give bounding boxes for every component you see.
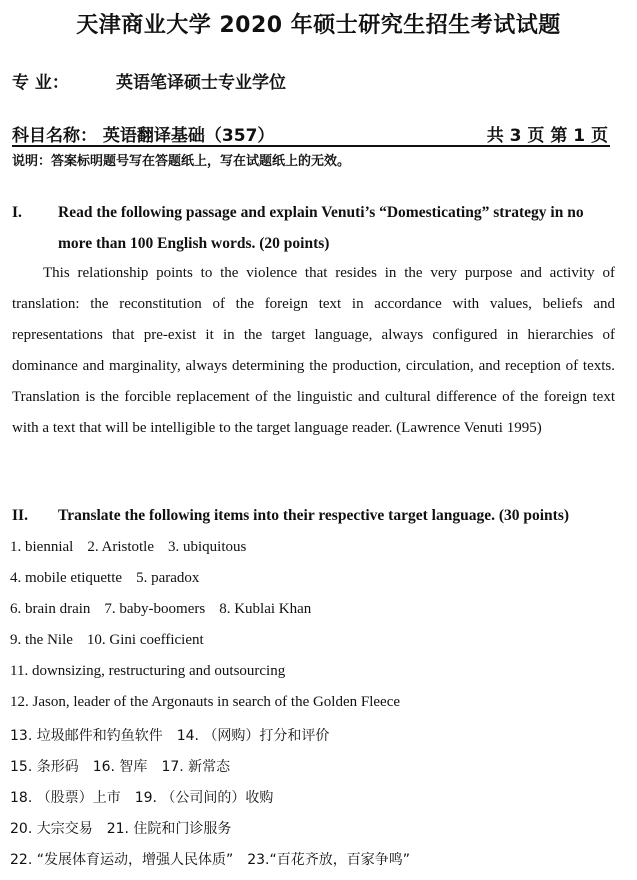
question-1-number: I. xyxy=(12,204,22,221)
subject-value: 英语翻译基础（357） xyxy=(102,126,275,146)
item-line xyxy=(10,632,424,663)
item-line xyxy=(10,725,424,756)
question-2-number: II. xyxy=(12,507,28,524)
item-line xyxy=(10,539,424,570)
translation-item: 5. paradox xyxy=(136,570,200,586)
item-line xyxy=(10,849,424,880)
item-line xyxy=(10,663,424,694)
translation-item: 6. brain drain xyxy=(10,601,91,617)
question-2-prompt: Translate the following items into their respective target language. (30 points) xyxy=(58,507,570,524)
item-line xyxy=(10,570,424,601)
translation-item: 19. （公司间的）收购 xyxy=(134,790,274,806)
question-1-heading xyxy=(12,197,617,259)
translation-item: 11. downsizing, restructuring and outsourcing xyxy=(10,663,286,679)
major-value: 英语笔译硕士专业学位 xyxy=(116,73,286,93)
translation-item: 15. 条形码 xyxy=(10,759,79,775)
question-2-items xyxy=(10,539,424,880)
translation-item: 18. （股票）上市 xyxy=(10,790,121,806)
item-line xyxy=(10,756,424,787)
translation-item: 9. the Nile xyxy=(10,632,73,648)
subject-label: 科目名称： xyxy=(12,126,97,146)
question-2-heading xyxy=(12,507,570,525)
item-line xyxy=(10,818,424,849)
translation-item: 1. biennial xyxy=(10,539,74,555)
item-line xyxy=(10,601,424,632)
subject-line xyxy=(12,121,610,147)
translation-item: 8. Kublai Khan xyxy=(219,601,312,617)
translation-item: 20. 大宗交易 xyxy=(10,821,93,837)
translation-item: 10. Gini coefficient xyxy=(86,632,204,648)
item-line xyxy=(10,787,424,818)
translation-item: 14. （网购）打分和评价 xyxy=(176,728,330,744)
translation-item: 12. Jason, leader of the Argonauts in search of the Golden Fleece xyxy=(10,694,401,710)
translation-item: 21. 住院和门诊服务 xyxy=(106,821,232,837)
translation-item: 17. 新常态 xyxy=(161,759,231,775)
item-line xyxy=(10,694,424,725)
translation-item: 22. “发展体育运动，增强人民体质” xyxy=(10,852,234,868)
translation-item: 23.“百花齐放，百家争鸣” xyxy=(247,852,411,868)
instruction-note: 说明：答案标明题号写在答题纸上，写在试题纸上的无效。 xyxy=(12,154,351,169)
translation-item: 4. mobile etiquette xyxy=(10,570,123,586)
major-line xyxy=(12,68,286,93)
translation-item: 16. 智库 xyxy=(92,759,148,775)
translation-item: 2. Aristotle xyxy=(87,539,154,555)
translation-item: 7. baby-boomers xyxy=(104,601,206,617)
translation-item: 3. ubiquitous xyxy=(168,539,247,555)
question-1-prompt: Read the following passage and explain Venuti’s “Domesticating” strategy in no more than 100 English words. (20 points) xyxy=(58,204,584,252)
exam-title: 天津商业大学 2020 年硕士研究生招生考试试题 xyxy=(76,13,561,38)
question-1-passage: This relationship points to the violence that resides in the very purpose and activity of translation: the reconstitution of the foreign text in accordance with values, beliefs and representations that pre-exist it in the target language, always configured in hierarchies of dominance and marginality, always determining the production, circulation, and reception of texts. Translation is the forcible replacement of the linguistic and cultural difference of the foreign text with a text that will be intelligible to the target language reader. (Lawrence Venuti 1995) xyxy=(12,265,615,436)
page-info: 共 3 页 第 1 页 xyxy=(486,126,608,146)
translation-item: 13. 垃圾邮件和钓鱼软件 xyxy=(10,728,163,744)
major-label: 专 业： xyxy=(12,73,69,93)
